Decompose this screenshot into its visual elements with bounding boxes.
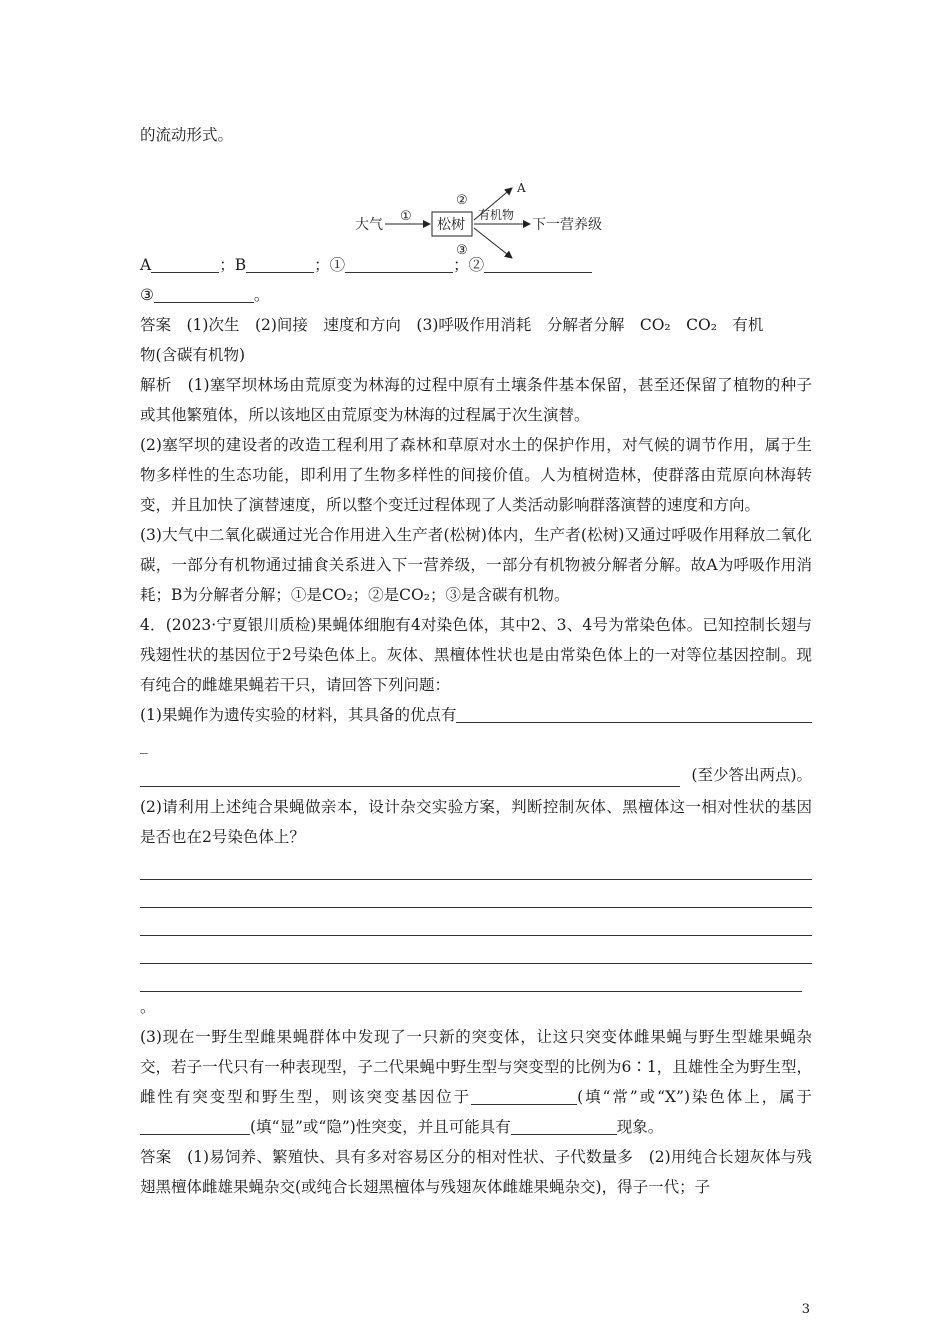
blank-c2[interactable]: [484, 254, 592, 273]
q4-sub2: (2)请利用上述纯合果蝇做亲本，设计杂交实验方案，判断控制灰体、黑檀体这一相对性状的基因是否也在2号染色体上？: [140, 798, 812, 846]
blanks-line-2: [140, 280, 812, 310]
q4-sub3-b: (填“常”或“X”)染色体上，属于: [577, 1088, 812, 1106]
circle3-label: ③: [456, 243, 468, 258]
analysis-p3: (3)大气中二氧化碳通过光合作用进入生产者(松树)体内，生产者(松树)又通过呼吸作用释放二氧化碳，一部分有机物通过捕食关系进入下一营养级，一部分有机物被分解者分解。故A为呼吸作用消耗；B为分解者分解；①是CO₂；②是CO₂；③是含碳有机物。: [140, 526, 812, 604]
q4-sub3-blank-3b[interactable]: [577, 1116, 617, 1135]
page-number: 3: [801, 1302, 810, 1317]
carbon-flow-diagram: [140, 150, 812, 258]
answer-3-line-1: 答案 (1)次生 (2)间接 速度和方向 (3)呼吸作用消耗 分解者分解 CO₂ CO₂ 有机: [140, 316, 764, 334]
organic-label: 有机物: [478, 208, 515, 222]
q4-sub3: [140, 1022, 812, 1142]
sep: ；: [219, 256, 235, 274]
sep: ；: [314, 256, 330, 274]
q4-sub3-blank-1[interactable]: [471, 1086, 577, 1105]
question-4-stem: 4．(2023·宁夏银川质检)果蝇体细胞有4对染色体，其中2、3、4号为常染色体。已知控制长翅与残翅性状的基因位于2号染色体上。灰体、黑檀体性状也是由常染色体上的一对等位基因控制。现有纯合的雌雄果蝇若干只，请回答下列问题：: [140, 616, 812, 694]
q4-sub1-tail: [140, 760, 812, 792]
q4-sub1-blank-2[interactable]: [140, 760, 680, 787]
answer-line-3[interactable]: [140, 908, 812, 936]
q4-sub3-d: 现象。: [616, 1118, 664, 1136]
q4-sub3-blank-3[interactable]: [511, 1116, 577, 1135]
q4-sub1-blank[interactable]: [456, 700, 812, 723]
period: 。: [253, 286, 270, 304]
pine-label: 松树: [437, 217, 465, 233]
intro-text: 的流动形式。: [140, 126, 234, 144]
q4-sub1: [140, 700, 812, 730]
blank-b[interactable]: [246, 254, 314, 273]
blanks-line-1: [140, 250, 812, 280]
analysis-p1: 解析 (1)塞罕坝林场由荒原变为林海的过程中原有土壤条件基本保留，甚至还保留了植物的种子或其他繁殖体，所以该地区由荒原变为林海的过程属于次生演替。: [140, 376, 812, 424]
carbon-flow-svg: [350, 150, 650, 258]
page-content: [140, 120, 812, 1202]
q4-sub1-tail-text: (至少答出两点)。: [691, 766, 812, 784]
q4-sub3-blank-2[interactable]: [140, 1116, 250, 1135]
blank-b-label: B: [234, 256, 247, 274]
q4-sub3-a: (3)现在一野生型雌果蝇群体中发现了一只新的突变体，让这只突变体雌果蝇与野生型雄果蝇杂交，若子一代只有一种表现型，子二代果蝇中野生型与突变型的比例为6∶1，且雄性全为野生型，雌性有突变型和野生型，则该突变基因位于: [140, 1028, 812, 1106]
analysis-p2: (2)塞罕坝的建设者的改造工程利用了森林和草原对水土的保护作用，对气候的调节作用，属于生物多样性的生态功能，即利用了生物多样性的间接价值。人为植树造林，使群落由荒原向林海转变，并且加快了演替速度，所以整个变迁过程体现了人类活动影响群落演替的速度和方向。: [140, 436, 812, 514]
blank-c1-label: ①: [329, 256, 346, 274]
atmosphere-label: 大气: [355, 217, 383, 233]
answer-3-line-2: 物(含碳有机物): [140, 346, 246, 364]
blank-a-label: A: [140, 256, 152, 274]
answer-line-2[interactable]: [140, 880, 812, 908]
q4-sub3-c: (填“显”或“隐”)性突变，并且可能具有: [250, 1118, 511, 1136]
q4-sub1-dash: _: [140, 736, 148, 754]
q4-sub1-text: (1)果蝇作为遗传实验的材料，其具备的优点有: [140, 706, 457, 724]
circle1-label: ①: [400, 209, 412, 224]
circle2-label: ②: [456, 193, 468, 208]
blank-c2-label: ②: [468, 256, 485, 274]
blank-c1[interactable]: [345, 254, 453, 273]
blank-c3[interactable]: [154, 284, 254, 303]
answer-line-4[interactable]: [140, 936, 812, 964]
answer-line-1[interactable]: [140, 852, 812, 880]
a-label: A: [517, 181, 526, 195]
next-level-label: 下一营养级: [532, 217, 602, 233]
q4-sub2-end: 。: [140, 998, 156, 1016]
answer-line-5[interactable]: [140, 964, 802, 992]
q4-answer: 答案 (1)易饲养、繁殖快、具有多对容易区分的相对性状、子代数量多 (2)用纯合长翅灰体与残翅黑檀体雌雄果蝇杂交(或纯合长翅黑檀体与残翅灰体雌雄果蝇杂交)，得子一代；子: [140, 1148, 812, 1196]
blank-a[interactable]: [151, 254, 219, 273]
blank-c3-label: ③: [140, 286, 154, 304]
sep: ；: [453, 256, 469, 274]
